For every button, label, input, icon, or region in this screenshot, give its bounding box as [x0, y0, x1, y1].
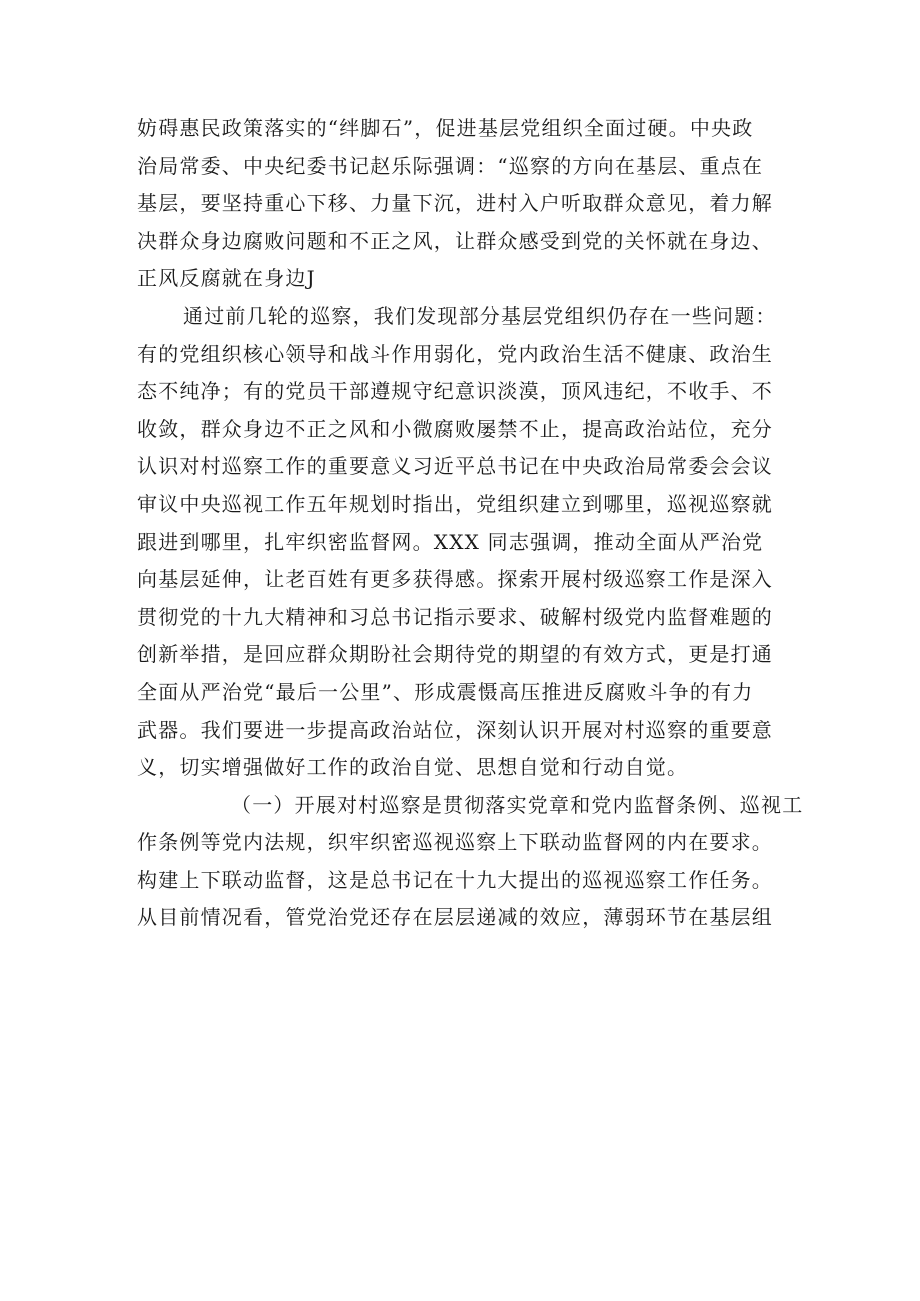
paragraph-line: 通过前几轮的巡察，我们发现部分基层党组织仍存在一些问题： [183, 303, 777, 328]
paragraph-line: （一）开展对村巡察是贯彻落实党章和党内监督条例、巡视工 [231, 792, 804, 817]
paragraph-line: 构建上下联动监督，这是总书记在十九大提出的巡视巡察工作任务。 [137, 867, 773, 892]
paragraph-line: 收敛，群众身边不正之风和小微腐败屡禁不止，提高政治站位，充分 [137, 416, 773, 441]
paragraph-line: 审议中央巡视工作五年规划时指出，党组织建立到哪里，巡视巡察就 [137, 491, 773, 516]
paragraph-line: 创新举措，是回应群众期盼社会期待党的期望的有效方式，更是打通 [137, 642, 773, 667]
paragraph-line: 从目前情况看，管党治党还存在层层递减的效应，薄弱环节在基层组 [137, 905, 773, 930]
paragraph-line: 向基层延伸，让老百姓有更多获得感。探索开展村级巡察工作是深入 [137, 567, 773, 592]
paragraph-line: 跟进到哪里，扎牢织密监督网。XXX 同志强调，推动全面从严治党 [137, 529, 764, 554]
paragraph-line: 全面从严治党“最后一公里”、形成震慑高压推进反腐败斗争的有力 [137, 679, 754, 704]
paragraph-line: 有的党组织核心领导和战斗作用弱化，党内政治生活不健康、政治生 [137, 341, 773, 366]
paragraph-line: 基层，要坚持重心下移、力量下沉，进村入户听取群众意见，着力解 [137, 191, 773, 216]
document-body [137, 110, 804, 937]
paragraph-line: 武器。我们要进一步提高政治站位，深刻认识开展对村巡察的重要意 [137, 717, 773, 742]
paragraph-line: 贯彻党的十九大精神和习总书记指示要求、破解村级党内监督难题的 [137, 604, 773, 629]
paragraph-line: 决群众身边腐败问题和不正之风，让群众感受到党的关怀就在身边、 [137, 228, 773, 253]
paragraph-line: 作条例等党内法规，织牢织密巡视巡察上下联动监督网的内在要求。 [137, 830, 773, 855]
paragraph-line: 态不纯净；有的党员干部遵规守纪意识淡漠，顶风违纪，不收手、不 [137, 379, 773, 404]
paragraph-line: 妨碍惠民政策落实的“绊脚石”，促进基层党组织全面过硬。中央政 [137, 116, 754, 140]
paragraph-line: 治局常委、中央纪委书记赵乐际强调：“巡察的方向在基层、重点在 [137, 153, 764, 178]
paragraph-line: 正风反腐就在身边J [137, 266, 316, 291]
paragraph-line: 认识对村巡察工作的重要意义习近平总书记在中央政治局常委会会议 [137, 454, 773, 479]
paragraph-line: 义，切实增强做好工作的政治自觉、思想自觉和行动自觉。 [137, 755, 689, 780]
